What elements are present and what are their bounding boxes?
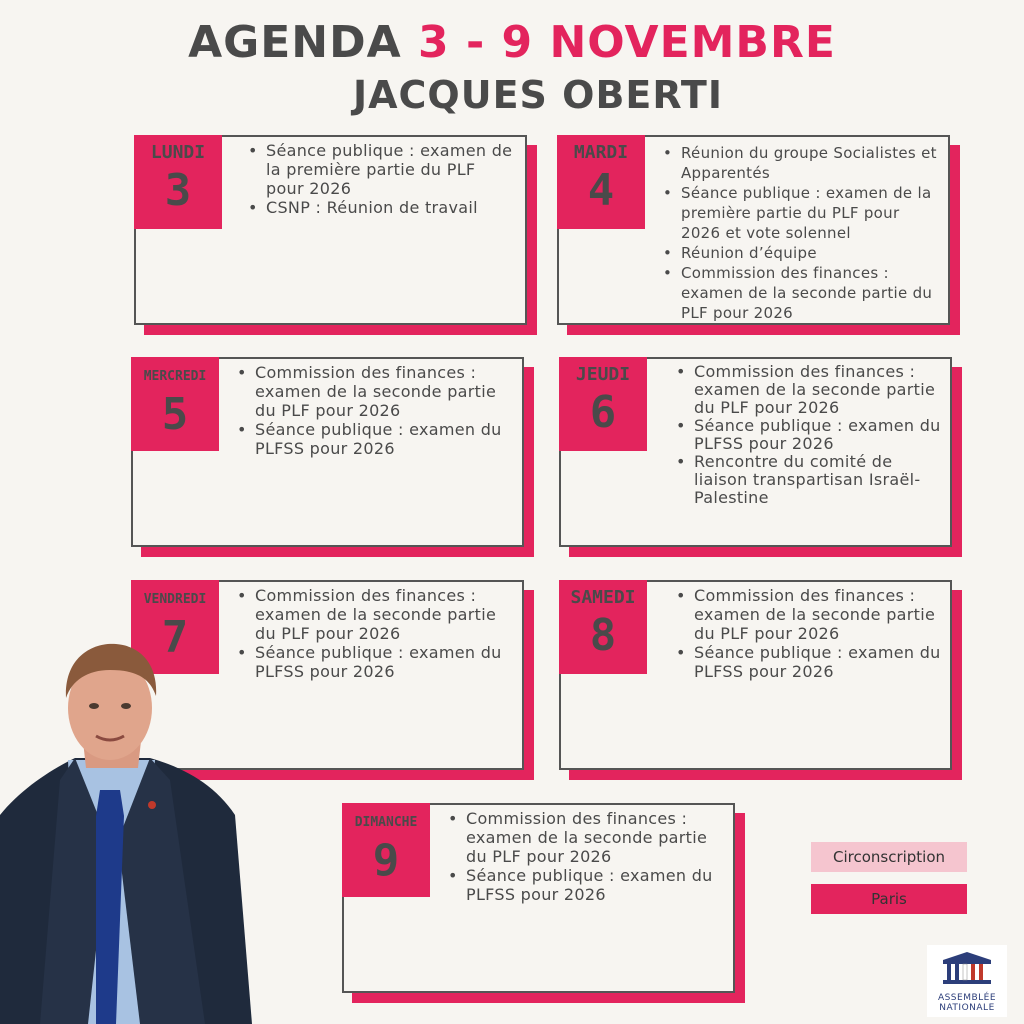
event-list (235, 586, 514, 681)
assemblee-nationale-logo (927, 945, 1007, 1017)
day-number: 4 (587, 165, 615, 216)
event-item: • Commission des finances : examen de la seconde partie du PLF pour 2026 (681, 263, 940, 323)
event-item: • Rencontre du comité de liaison transpartisan Israël-Palestine (694, 453, 942, 507)
day-badge (559, 357, 647, 451)
event-item: • Commission des finances : examen de la seconde partie du PLF pour 2026 (694, 363, 942, 417)
event-list (235, 363, 514, 458)
day-name: SAMEDI (570, 587, 636, 608)
day-badge (134, 135, 222, 229)
day-number: 6 (589, 387, 617, 438)
event-item: • Réunion du groupe Socialistes et Apparentés (681, 143, 940, 183)
day-card-dimanche (342, 803, 735, 993)
day-name: LUNDI (150, 142, 206, 163)
event-list (446, 809, 725, 904)
day-card-samedi (559, 580, 952, 770)
day-card-mardi (557, 135, 950, 325)
day-number: 7 (161, 612, 189, 663)
event-item: • Commission des finances : examen de la seconde partie du PLF pour 2026 (255, 586, 514, 643)
title-prefix: AGENDA (188, 17, 402, 68)
portrait-photo (0, 640, 260, 1024)
event-item: • Séance publique : examen du PLFSS pour 2026 (694, 643, 942, 681)
day-card-lundi (134, 135, 527, 325)
day-card-jeudi (559, 357, 952, 547)
day-name: MARDI (573, 142, 629, 163)
day-number: 9 (372, 835, 400, 886)
page-subtitle: JACQUES OBERTI (353, 73, 723, 117)
event-list (661, 143, 940, 323)
event-item: • Réunion d’équipe (681, 243, 940, 263)
day-name: VENDREDI (143, 592, 207, 607)
event-item: • Séance publique : examen du PLFSS pour 2026 (255, 420, 514, 458)
day-card-mercredi (131, 357, 524, 547)
event-item: • Séance publique : examen du PLFSS pour 2026 (694, 417, 942, 453)
day-name: MERCREDI (143, 369, 207, 384)
event-item: • Commission des finances : examen de la seconde partie du PLF pour 2026 (694, 586, 942, 643)
event-item: • Séance publique : examen du PLFSS pour 2026 (466, 866, 725, 904)
day-badge (559, 580, 647, 674)
logo-text-line1: ASSEMBLÉE (937, 993, 997, 1003)
event-item: • Séance publique : examen du PLFSS pour 2026 (255, 643, 514, 681)
logo-text-line2: NATIONALE (939, 1003, 995, 1013)
event-item: • Séance publique : examen de la première partie du PLF pour 2026 (266, 141, 517, 198)
event-list (674, 363, 942, 507)
day-name: DIMANCHE (354, 815, 418, 830)
day-badge (342, 803, 430, 897)
day-badge (131, 357, 219, 451)
title-dates: 3 - 9 NOVEMBRE (418, 17, 836, 68)
event-item: • Commission des finances : examen de la seconde partie du PLF pour 2026 (466, 809, 725, 866)
day-number: 3 (164, 165, 192, 216)
page-title (0, 18, 1024, 68)
assembly-emblem-icon (937, 950, 997, 990)
event-item: • Séance publique : examen de la première partie du PLF pour 2026 et vote solennel (681, 183, 940, 243)
event-list (674, 586, 942, 681)
day-name: JEUDI (575, 364, 631, 385)
event-item: • Commission des finances : examen de la seconde partie du PLF pour 2026 (255, 363, 514, 420)
day-number: 5 (161, 389, 189, 440)
day-number: 8 (589, 610, 617, 661)
city-label: Paris (811, 884, 967, 914)
circonscription-label: Circonscription (811, 842, 967, 872)
event-item: • CSNP : Réunion de travail (266, 198, 517, 217)
day-badge (557, 135, 645, 229)
event-list (246, 141, 517, 217)
